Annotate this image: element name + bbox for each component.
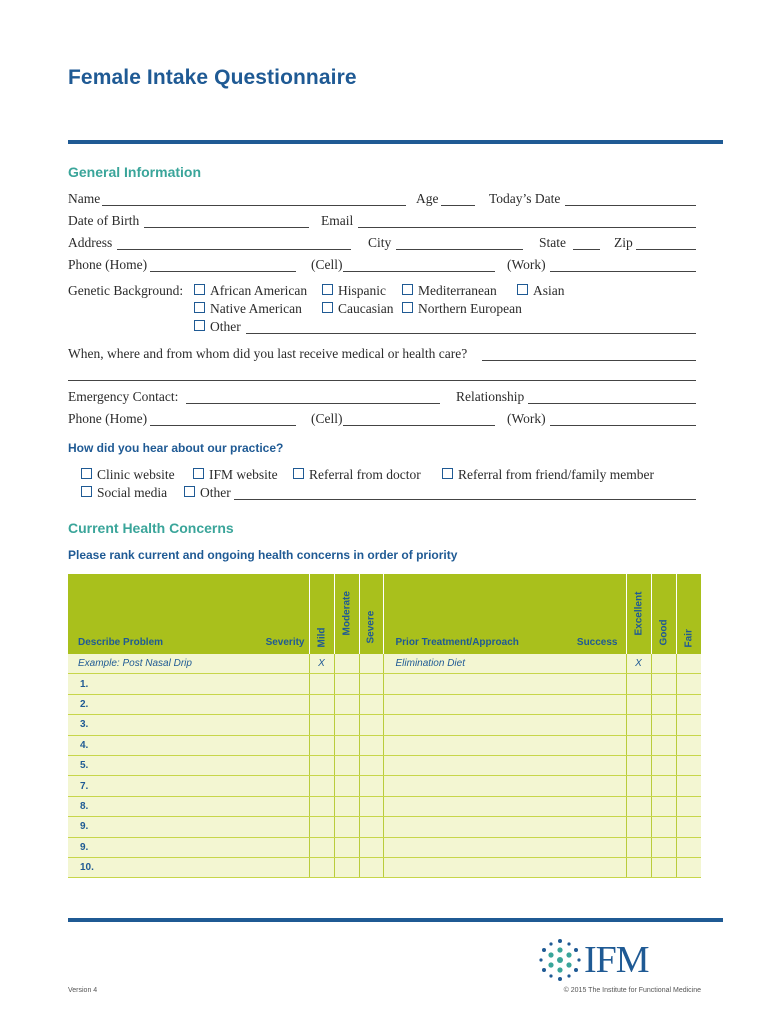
checkbox-social-media[interactable] <box>81 486 92 497</box>
page-title: Female Intake Questionnaire <box>68 66 357 89</box>
table-cell[interactable] <box>359 837 383 857</box>
table-cell[interactable] <box>651 755 676 775</box>
option-label: Asian <box>533 283 565 298</box>
table-cell[interactable] <box>626 857 651 877</box>
table-cell[interactable] <box>383 817 626 837</box>
header-success-label: Success <box>576 637 618 648</box>
table-cell[interactable] <box>334 857 359 877</box>
concerns-subheading: Please rank current and ongoing health concerns in order of priority <box>68 548 458 562</box>
example-excellent: X <box>626 654 651 674</box>
example-mild: X <box>309 654 334 674</box>
table-cell[interactable] <box>383 715 626 735</box>
row-phone-2 <box>68 410 696 428</box>
checkbox-ifm-website[interactable] <box>193 468 204 479</box>
email-field[interactable] <box>358 227 696 228</box>
checkbox-hispanic[interactable] <box>322 284 333 295</box>
table-row-example <box>68 654 701 674</box>
row-address <box>68 234 696 252</box>
header-good <box>651 574 676 654</box>
table-cell[interactable] <box>626 735 651 755</box>
table-cell[interactable] <box>626 817 651 837</box>
table-cell[interactable] <box>676 857 701 877</box>
header-severe <box>359 574 383 654</box>
option-label: Referral from friend/family member <box>458 467 655 482</box>
row-phone <box>68 256 696 274</box>
state-label: State <box>539 235 566 250</box>
table-cell[interactable] <box>676 755 701 775</box>
header-excellent <box>626 574 651 654</box>
table-cell[interactable] <box>676 817 701 837</box>
cell <box>676 654 701 674</box>
phone-home-label: Phone (Home) <box>68 411 148 426</box>
table-cell[interactable] <box>359 817 383 837</box>
table-row <box>68 735 701 755</box>
row-number[interactable]: 5. <box>68 755 309 775</box>
work-label: (Work) <box>507 257 546 272</box>
table-cell[interactable] <box>676 735 701 755</box>
dob-field[interactable] <box>144 227 309 228</box>
table-cell[interactable] <box>334 817 359 837</box>
option-label: Referral from doctor <box>309 467 421 482</box>
option-label: Other <box>200 485 231 500</box>
table-cell[interactable] <box>651 694 676 714</box>
table-cell[interactable] <box>334 796 359 816</box>
table-cell[interactable] <box>676 694 701 714</box>
age-field[interactable] <box>441 205 475 206</box>
table-row <box>68 755 701 775</box>
header-moderate-label: Moderate <box>341 591 352 636</box>
table-cell[interactable] <box>383 735 626 755</box>
genetic-label: Genetic Background: <box>68 283 184 298</box>
table-row <box>68 715 701 735</box>
checkbox-northern-european[interactable] <box>402 302 413 313</box>
cell <box>334 654 359 674</box>
table-row <box>68 796 701 816</box>
ifm-logo-text: IFM <box>584 939 649 981</box>
row-number[interactable]: 8. <box>68 796 309 816</box>
table-cell[interactable] <box>309 694 334 714</box>
emergency-field[interactable] <box>186 403 440 404</box>
table-header <box>68 574 701 654</box>
table-cell[interactable] <box>309 755 334 775</box>
table-cell[interactable] <box>309 796 334 816</box>
header-describe <box>68 574 309 654</box>
work-field-2[interactable] <box>550 425 696 426</box>
phone-home-field[interactable] <box>150 271 296 272</box>
cell-label: (Cell) <box>311 411 343 426</box>
table-cell[interactable] <box>309 837 334 857</box>
table-row <box>68 694 701 714</box>
row-number[interactable]: 3. <box>68 715 309 735</box>
table-cell[interactable] <box>676 837 701 857</box>
table-cell[interactable] <box>359 694 383 714</box>
header-mild <box>309 574 334 654</box>
row-number[interactable]: 9. <box>68 837 309 857</box>
todays-date-label: Today’s Date <box>489 191 561 206</box>
relationship-label: Relationship <box>456 389 525 404</box>
hear-options <box>68 466 696 506</box>
genetic-background <box>68 282 696 336</box>
table-cell[interactable] <box>651 796 676 816</box>
table-cell[interactable] <box>309 715 334 735</box>
top-rule <box>68 140 723 144</box>
table-cell[interactable] <box>334 694 359 714</box>
option-label: Caucasian <box>338 301 394 316</box>
header-prior <box>383 574 626 654</box>
emergency-label: Emergency Contact: <box>68 389 179 404</box>
table-cell[interactable] <box>334 715 359 735</box>
table-cell[interactable] <box>651 817 676 837</box>
table-cell[interactable] <box>383 694 626 714</box>
cell-field-2[interactable] <box>343 425 495 426</box>
row-number[interactable]: 1. <box>68 674 309 694</box>
header-good-label: Good <box>658 619 669 646</box>
phone-home-field-2[interactable] <box>150 425 296 426</box>
header-moderate <box>334 574 359 654</box>
table-cell[interactable] <box>359 674 383 694</box>
table-cell[interactable] <box>334 755 359 775</box>
table-cell[interactable] <box>334 837 359 857</box>
state-field[interactable] <box>573 249 600 250</box>
table-cell[interactable] <box>309 735 334 755</box>
row-number[interactable]: 2. <box>68 694 309 714</box>
row-number[interactable]: 4. <box>68 735 309 755</box>
table-cell[interactable] <box>359 796 383 816</box>
table-cell[interactable] <box>626 694 651 714</box>
option-label: Clinic website <box>97 467 175 482</box>
zip-field[interactable] <box>636 249 696 250</box>
header-describe-label: Describe Problem <box>78 637 164 648</box>
version-label: Version 4 <box>68 987 98 994</box>
checkbox-mediterranean[interactable] <box>402 284 413 295</box>
row-number[interactable]: 9. <box>68 817 309 837</box>
option-label: Mediterranean <box>418 283 497 298</box>
checkbox-clinic-website[interactable] <box>81 468 92 479</box>
address-field[interactable] <box>117 249 351 250</box>
table-cell[interactable] <box>626 715 651 735</box>
checkbox-native-american[interactable] <box>194 302 205 313</box>
row-dob <box>68 212 696 230</box>
option-label: Native American <box>210 301 302 316</box>
city-label: City <box>368 235 392 250</box>
table-row <box>68 817 701 837</box>
cell <box>651 654 676 674</box>
table-cell[interactable] <box>651 735 676 755</box>
table-row <box>68 674 701 694</box>
city-field[interactable] <box>396 249 523 250</box>
table-cell[interactable] <box>334 674 359 694</box>
table-cell[interactable] <box>309 776 334 796</box>
option-label: IFM website <box>209 467 278 482</box>
table-cell[interactable] <box>651 715 676 735</box>
checkbox-caucasian[interactable] <box>322 302 333 313</box>
table-cell[interactable] <box>359 735 383 755</box>
checkbox-referral-friend[interactable] <box>442 468 453 479</box>
other-hear-field[interactable] <box>234 499 696 500</box>
bottom-rule <box>68 918 723 922</box>
table-cell[interactable] <box>309 817 334 837</box>
table-cell[interactable] <box>359 715 383 735</box>
zip-label: Zip <box>614 235 633 250</box>
table-cell[interactable] <box>383 857 626 877</box>
header-fair-label: Fair <box>683 629 694 648</box>
last-care-field-2[interactable] <box>68 380 696 381</box>
table-cell[interactable] <box>334 735 359 755</box>
other-genetic-field[interactable] <box>246 333 696 334</box>
option-label: Hispanic <box>338 283 386 298</box>
age-label: Age <box>416 191 439 206</box>
option-label: Other <box>210 319 241 334</box>
checkbox-referral-doctor[interactable] <box>293 468 304 479</box>
phone-home-label: Phone (Home) <box>68 257 148 272</box>
option-label: Northern European <box>418 301 522 316</box>
example-treatment: Elimination Diet <box>383 654 626 674</box>
todays-date-field[interactable] <box>565 205 696 206</box>
example-problem: Example: Post Nasal Drip <box>68 654 309 674</box>
table-cell[interactable] <box>383 674 626 694</box>
table-cell[interactable] <box>676 796 701 816</box>
checkbox-other-hear[interactable] <box>184 486 195 497</box>
row-name <box>68 190 696 208</box>
header-severe-label: Severe <box>365 610 377 644</box>
last-care-field[interactable] <box>482 360 696 361</box>
option-label: Social media <box>97 485 168 500</box>
table-row <box>68 776 701 796</box>
dob-label: Date of Birth <box>68 213 140 228</box>
address-label: Address <box>68 235 113 250</box>
table-cell[interactable] <box>383 776 626 796</box>
section-heading-hear: How did you hear about our practice? <box>68 441 284 455</box>
header-severity-label: Severity <box>265 637 305 648</box>
relationship-field[interactable] <box>528 403 696 404</box>
copyright: © 2015 The Institute for Functional Medicine <box>563 987 701 994</box>
work-field[interactable] <box>550 271 696 272</box>
table-cell[interactable] <box>651 776 676 796</box>
table-cell[interactable] <box>651 837 676 857</box>
header-prior-label: Prior Treatment/Approach <box>395 637 519 648</box>
cell-field[interactable] <box>343 271 495 272</box>
table-cell[interactable] <box>676 715 701 735</box>
table-cell[interactable] <box>359 776 383 796</box>
name-field[interactable] <box>102 205 406 206</box>
table-row <box>68 857 701 877</box>
option-label: African American <box>210 283 308 298</box>
table-cell[interactable] <box>626 755 651 775</box>
last-care-question: When, where and from whom did you last receive medical or health care? <box>68 346 468 361</box>
table-cell[interactable] <box>334 776 359 796</box>
table-cell[interactable] <box>651 674 676 694</box>
cell <box>359 654 383 674</box>
table-cell[interactable] <box>651 857 676 877</box>
header-fair <box>676 574 701 654</box>
checkbox-asian[interactable] <box>517 284 528 295</box>
table-cell[interactable] <box>626 674 651 694</box>
table-cell[interactable] <box>676 776 701 796</box>
row-number[interactable]: 10. <box>68 857 309 877</box>
health-concerns-table <box>68 574 702 878</box>
header-excellent-label: Excellent <box>633 591 644 636</box>
table-cell[interactable] <box>676 674 701 694</box>
table-cell[interactable] <box>383 837 626 857</box>
cell-label: (Cell) <box>311 257 343 272</box>
row-number[interactable]: 7. <box>68 776 309 796</box>
table-row <box>68 837 701 857</box>
section-heading-general: General Information <box>68 164 202 180</box>
name-label: Name <box>68 191 101 206</box>
checkbox-african-american[interactable] <box>194 284 205 295</box>
table-cell[interactable] <box>626 776 651 796</box>
table-cell[interactable] <box>359 857 383 877</box>
section-heading-concerns: Current Health Concerns <box>68 520 234 536</box>
table-cell[interactable] <box>309 674 334 694</box>
table-cell[interactable] <box>359 755 383 775</box>
checkbox-other-genetic[interactable] <box>194 320 205 331</box>
header-mild-label: Mild <box>316 627 327 648</box>
work-label: (Work) <box>507 411 546 426</box>
table-cell[interactable] <box>383 755 626 775</box>
table-cell[interactable] <box>626 796 651 816</box>
row-last-care-2 <box>68 365 696 383</box>
table-cell[interactable] <box>383 796 626 816</box>
row-last-care <box>68 345 696 363</box>
table-cell[interactable] <box>309 857 334 877</box>
row-emergency <box>68 388 696 406</box>
email-label: Email <box>321 213 354 228</box>
table-cell[interactable] <box>626 837 651 857</box>
